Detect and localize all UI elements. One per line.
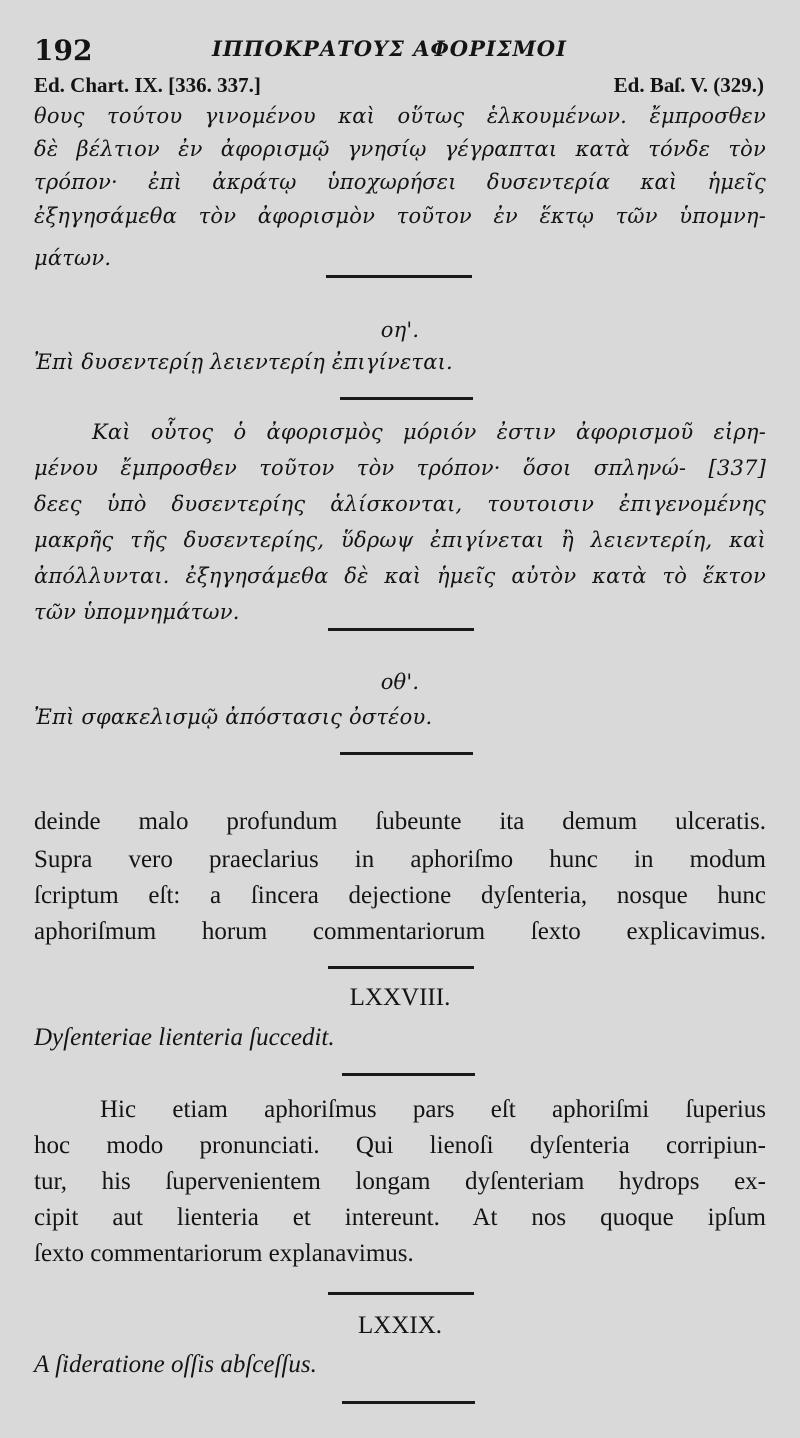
- latin-intro-line: deinde malo profundum ſubeunte ita demum ulceratis.: [34, 808, 766, 835]
- latin-commentary-line: ſexto commentariorum explanavimus.: [34, 1240, 414, 1267]
- greek-intro-line: ἐξηγησάμεθα τὸν ἀφορισμὸν τοῦτον ἐν ἕκτῳ τῶν ὑπομνη-: [34, 204, 766, 228]
- section-divider: [340, 752, 473, 755]
- edition-right: Ed. Baſ. V. (329.): [613, 73, 764, 97]
- section-divider: [328, 628, 474, 631]
- section-divider: [326, 275, 472, 278]
- section-divider: [342, 1073, 475, 1076]
- latin-commentary-line: Hic etiam aphoriſmus pars eſt aphoriſmi ſuperius: [100, 1096, 766, 1123]
- latin-commentary-line: tur, his ſupervenientem longam dyſenteriam hydrops ex-: [34, 1168, 766, 1195]
- latin-aphorism-text: Dyſenteriae lienteria ſuccedit.: [34, 1024, 335, 1051]
- latin-commentary-line: cipit aut lienteria et intereunt. At nos quoque ipſum: [34, 1204, 766, 1231]
- greek-commentary-line: τῶν ὑπομνημάτων.: [34, 600, 240, 624]
- greek-aphorism-number: οη'.: [380, 318, 420, 342]
- greek-intro-line: δὲ βέλτιον ἐν ἀφορισμῷ γνησίῳ γέγραπται κατὰ τόνδε τὸν: [34, 137, 766, 161]
- greek-aphorism-text: Ἐπὶ σφακελισμῷ ἀπόστασις ὀστέου.: [34, 705, 433, 729]
- greek-aphorism-number: οθ'.: [380, 670, 420, 694]
- latin-intro-line: ſcriptum eſt: a ſincera dejectione dyſenteria, nosque hunc: [34, 882, 766, 909]
- latin-aphorism-number: LXXIX.: [357, 1312, 442, 1339]
- greek-intro-line: μάτων.: [34, 246, 112, 270]
- latin-intro-line: Supra vero praeclarius in aphoriſmo hunc in modum: [34, 846, 766, 873]
- greek-commentary-line: μένου ἔμπροσθεν τοῦτον τὸν τρόπον· ὅσοι σπληνώ- [337]: [34, 456, 766, 480]
- section-divider: [328, 966, 474, 969]
- greek-intro-line: τρόπον· ἐπὶ ἀκράτῳ ὑποχωρήσει δυσεντερία καὶ ἡμεῖς: [34, 170, 766, 194]
- greek-commentary-line: μακρῆς τῆς δυσεντερίης, ὕδρωψ ἐπιγίνεται ἢ λειεντερίη, καὶ: [34, 528, 766, 552]
- greek-commentary-line: Καὶ οὗτος ὁ ἀφορισμὸς μόριόν ἐστιν ἀφορισμοῦ εἰρη-: [92, 420, 766, 444]
- latin-aphorism-text: A ſideratione oſſis abſceſſus.: [34, 1351, 317, 1378]
- greek-aphorism-text: Ἐπὶ δυσεντερίῃ λειεντερίη ἐπιγίνεται.: [34, 350, 453, 374]
- greek-commentary-line: δεες ὑπὸ δυσεντερίης ἁλίσκονται, τουτοισιν ἐπιγενομένης: [34, 492, 766, 516]
- latin-commentary-line: hoc modo pronunciati. Qui lienoſi dyſenteria corripiun-: [34, 1132, 766, 1159]
- edition-left: Ed. Chart. IX. [336. 337.]: [34, 73, 261, 97]
- section-divider: [328, 1292, 474, 1295]
- section-divider: [342, 1401, 475, 1404]
- section-divider: [340, 397, 473, 400]
- greek-intro-line: θους τούτου γινομένου καὶ οὕτως ἑλκουμένων. ἔμπροσθεν: [34, 104, 766, 128]
- page-number: 192: [34, 34, 93, 67]
- running-title: ΙΠΠΟΚΡΑΤΟΥΣ ΑΦΟΡΙΣΜΟΙ: [212, 36, 567, 61]
- greek-commentary-line: ἀπόλλυνται. ἐξηγησάμεθα δὲ καὶ ἡμεῖς αὐτὸν κατὰ τὸ ἕκτον: [34, 564, 766, 588]
- latin-intro-line: aphoriſmum horum commentariorum ſexto explicavimus.: [34, 918, 766, 945]
- latin-aphorism-number: LXXVIII.: [349, 984, 451, 1011]
